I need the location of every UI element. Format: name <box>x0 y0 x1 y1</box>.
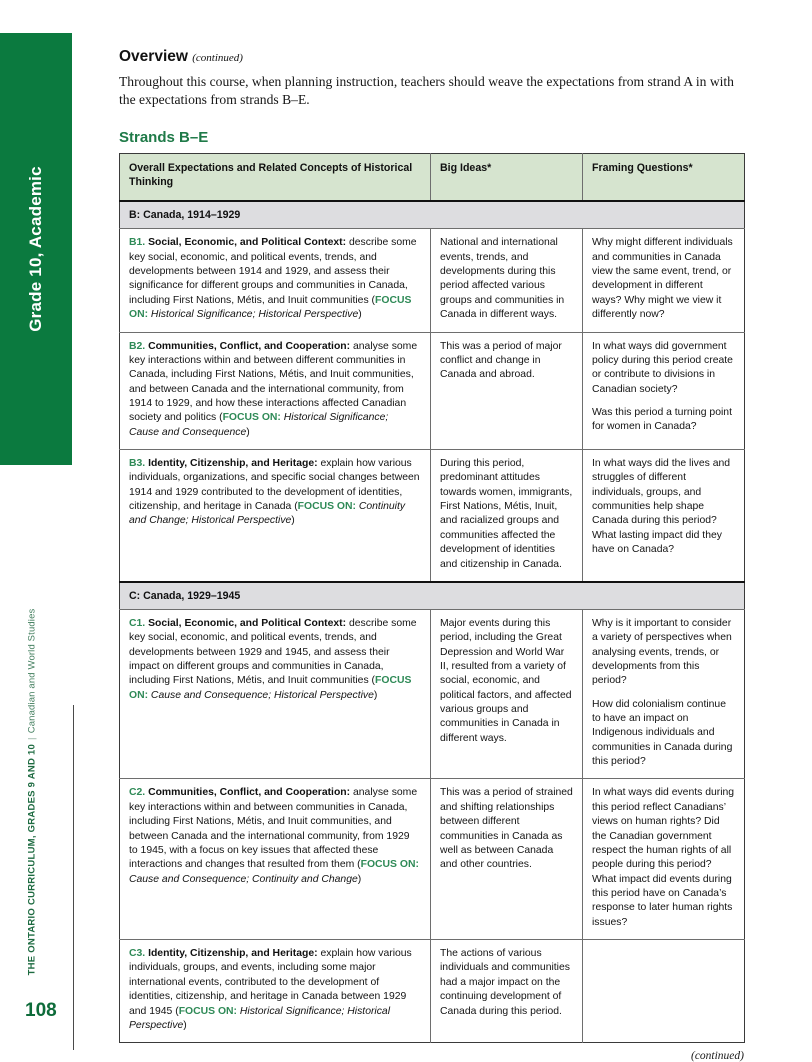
overall-expectation-cell: B2. Communities, Conflict, and Cooperation: analyse some key interactions within and between different communities in Canada, including First Nations, Métis, and Inuit communities, and between Canada and the international community, from 1914 to 1929, and how these interactions affected Canadian society and politics (FOCUS ON: Historical Significance; Cause and Consequence) <box>120 332 431 450</box>
table-row <box>120 229 745 332</box>
main-content <box>119 48 744 1062</box>
framing-questions-cell <box>583 609 745 779</box>
strand-band-label: C: Canada, 1929–1945 <box>120 582 745 610</box>
left-vertical-rule <box>73 705 74 1050</box>
focus-on-concepts: Historical Significance; Historical Perspective <box>148 309 359 321</box>
framing-questions-cell <box>583 229 745 332</box>
strand-band-row <box>120 582 745 610</box>
framing-question-paragraph: In what ways did the lives and struggles of different individuals, groups, and communities help shape Canada during this period? What lasting impact did they have on Canada? <box>592 458 731 556</box>
framing-question-paragraph: In what ways did government policy during this period create or contribute to divisions in Canadian society? <box>592 340 733 395</box>
strands-table <box>119 153 745 1043</box>
page-number: 108 <box>25 1000 57 1021</box>
page-title: Strands B–E <box>119 129 209 147</box>
table-header-row <box>120 154 745 201</box>
big-ideas-cell <box>431 332 583 450</box>
focus-on-label: FOCUS ON: <box>360 859 419 871</box>
focus-on-concepts: Continuity and Change; Historical Perspective <box>129 501 406 527</box>
expectation-title: Social, Economic, and Political Context: <box>148 617 347 629</box>
focus-on-label: FOCUS ON: <box>222 412 281 424</box>
table-row <box>120 332 745 450</box>
overall-expectation-cell: B3. Identity, Citizenship, and Heritage: explain how various individuals, organizations, and specific social changes between 1914 and 1929 contributed to the development of identities, citizenship, and heritage in Canada (FOCUS ON: Continuity and Change; Historical Perspective) <box>120 450 431 582</box>
running-footer-subject: Canadian and World Studies <box>26 608 38 734</box>
focus-on-label: FOCUS ON: <box>297 501 356 513</box>
framing-questions-cell <box>583 332 745 450</box>
focus-on-concepts: Cause and Consequence; Historical Perspective <box>148 689 374 701</box>
strand-tab-label: Grade 10, Academic <box>26 166 45 332</box>
overall-expectation-cell: C3. Identity, Citizenship, and Heritage: explain how various individuals, groups, and events, including some major international events, contributed to the development of identities, citizenship, and heritage in Canada between 1929 and 1945 (FOCUS ON: Historical Significance; Historical Perspective) <box>120 940 431 1043</box>
overview-paragraph: Throughout this course, when planning instruction, teachers should weave the expectations from strand A in with the expectations from strands B–E. <box>119 74 734 108</box>
focus-on-concepts: Cause and Consequence; Continuity and Change <box>129 873 358 885</box>
column-header-big-ideas: Big Ideas* <box>431 154 583 201</box>
framing-question-paragraph: Was this period a turning point for women in Canada? <box>592 406 732 433</box>
framing-question-paragraph: In what ways did events during this period reflect Canadians’ views on human rights? Did the Canadian government respect the human rights of all people during this period? What impact did events during this period have on Canada’s response to later human rights issues? <box>592 787 735 928</box>
strand-band-row <box>120 201 745 229</box>
expectation-title: Communities, Conflict, and Cooperation: <box>148 340 351 352</box>
big-idea-paragraph: Major events during this period, including the Great Depression and World War II, resulted from a variety of social, economic, and political factors, and affected various groups and communities in Canada in different ways. <box>440 617 572 744</box>
focus-on-concepts: Historical Significance; Cause and Consequence <box>129 412 389 438</box>
overview-heading <box>119 48 744 66</box>
overall-expectation-cell: C1. Social, Economic, and Political Context: describe some key social, economic, and political events, trends, and developments between 1929 and 1945, and assess their impact on different groups and communities in Canada, including First Nations, Métis, and Inuit communities (FOCUS ON: Cause and Consequence; Historical Perspective) <box>120 609 431 779</box>
expectation-title: Identity, Citizenship, and Heritage: <box>148 948 318 960</box>
expectation-code: B1. <box>129 237 149 249</box>
overall-expectation-cell: B1. Social, Economic, and Political Context: describe some key social, economic, and political events, trends, and developments between 1914 and 1929, and assess their significance for different groups and communities in Canada, including First Nations, Métis, and Inuit communities (FOCUS ON: Historical Significance; Historical Perspective) <box>120 229 431 332</box>
expectation-title: Communities, Conflict, and Cooperation: <box>148 787 351 799</box>
overall-expectation-cell: C2. Communities, Conflict, and Cooperation: analyse some key interactions within and between communities in Canada, including First Nations, Métis, and Inuit communities, and between Canada and the international community, from 1929 to 1945, with a focus on key issues that affected these interactions and changes that resulted from them (FOCUS ON: Cause and Consequence; Continuity and Change) <box>120 779 431 940</box>
table-row <box>120 609 745 779</box>
big-idea-paragraph: National and international events, trends, and developments during this period affected various groups and communities in Canada in different ways. <box>440 237 565 321</box>
big-idea-paragraph: This was a period of strained and shifting relationships between different communities in Canada as well as between Canada and other countries. <box>440 787 573 871</box>
focus-on-concepts: Historical Significance; Historical Perspective <box>129 1005 391 1031</box>
expectation-title: Identity, Citizenship, and Heritage: <box>148 458 318 470</box>
focus-on-label: FOCUS ON: <box>178 1005 237 1017</box>
framing-questions-cell <box>583 450 745 582</box>
running-footer-separator: | <box>26 737 38 740</box>
framing-questions-cell <box>583 940 745 1043</box>
framing-question-paragraph: How did colonialism continue to have an impact on Indigenous individuals and communities in Canada during this period? <box>592 698 733 768</box>
overview-heading-note: (continued) <box>192 52 243 64</box>
expectation-code: B2. <box>129 340 149 352</box>
running-footer-title: THE ONTARIO CURRICULUM, GRADES 9 AND 10 <box>26 743 38 976</box>
focus-on-label: FOCUS ON: <box>129 294 412 321</box>
big-ideas-cell <box>431 779 583 940</box>
framing-question-paragraph: Why is it important to consider a variety of perspectives when analysing events, trends, or developments from this period? <box>592 617 732 687</box>
framing-question-paragraph: Why might different individuals and communities in Canada view the same event, trend, or development in different ways? Why might we view it differently now? <box>592 237 733 321</box>
table-row <box>120 779 745 940</box>
framing-questions-cell <box>583 779 745 940</box>
continued-note: (continued) <box>690 1050 744 1062</box>
column-header-framing-questions: Framing Questions* <box>583 154 745 201</box>
big-idea-paragraph: During this period, predominant attitudes towards women, immigrants, First Nations, Métis, Inuit, and racialized groups and communities affected the development of identities and citizenship in Canada. <box>440 458 573 570</box>
big-ideas-cell <box>431 940 583 1043</box>
big-idea-paragraph: This was a period of major conflict and change in Canada and abroad. <box>440 340 562 381</box>
table-row <box>120 450 745 582</box>
strand-band-label: B: Canada, 1914–1929 <box>120 201 745 229</box>
big-ideas-cell <box>431 229 583 332</box>
running-footer <box>0 608 64 976</box>
big-idea-paragraph: The actions of various individuals and communities had a major impact on the continuing development of Canada during this period. <box>440 948 570 1017</box>
focus-on-label: FOCUS ON: <box>129 675 412 701</box>
expectation-code: C3. <box>129 948 149 960</box>
big-ideas-cell <box>431 609 583 779</box>
expectation-code: C2. <box>129 787 149 799</box>
big-ideas-cell <box>431 450 583 582</box>
strand-tab <box>0 33 72 465</box>
column-header-expectations: Overall Expectations and Related Concepts of Historical Thinking <box>120 154 431 201</box>
overview-heading-text: Overview <box>119 48 188 65</box>
table-row <box>120 940 745 1043</box>
expectation-code: C1. <box>129 617 149 629</box>
expectation-title: Social, Economic, and Political Context: <box>148 237 347 249</box>
expectation-code: B3. <box>129 458 149 470</box>
